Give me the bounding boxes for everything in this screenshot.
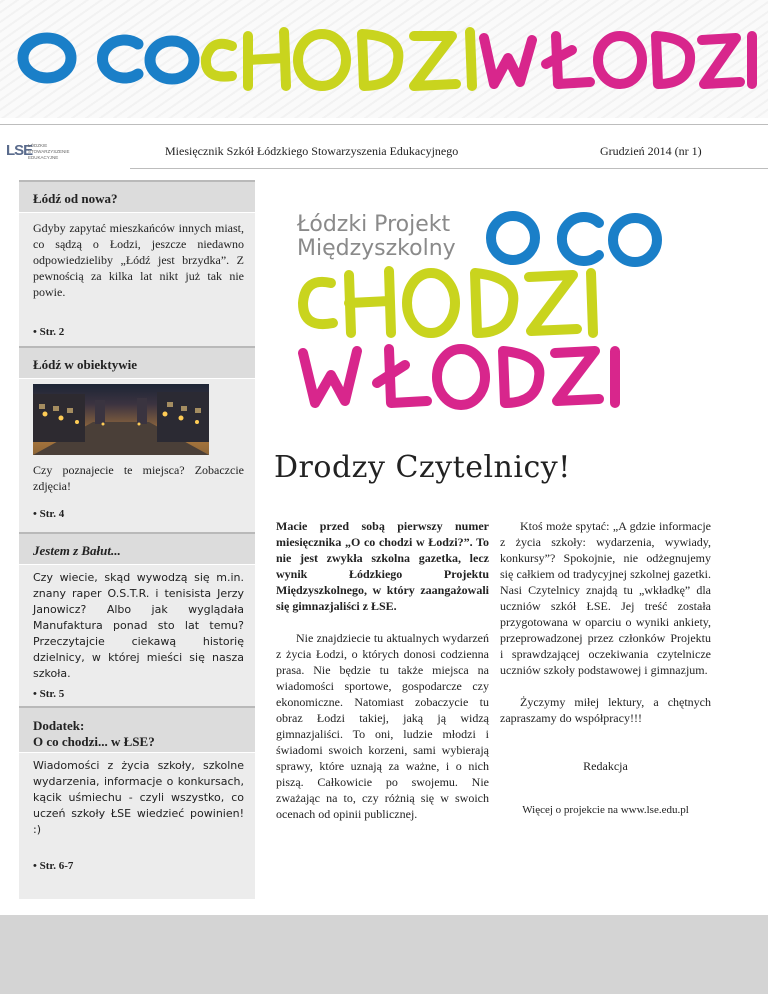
newsletter-subtitle: Miesięcznik Szkół Łódzkiego Stowarzyszenia Edukacyjnego bbox=[165, 144, 459, 158]
sidebar-section-1-page[interactable]: • Str. 2 bbox=[33, 326, 65, 338]
lse-logo-mark: LSE bbox=[6, 142, 33, 159]
sidebar-section-3-text: Czy wiecie, skąd wywodzą się m.in. znany raper O.S.T.R. i tenisista Jerzy Janowicz? Albo jak wyglądała Manufaktura ponad sto lat temu? Przeczytajcie ciekawą historię dzielnicy, w której mieści się nasza szkoła. bbox=[33, 571, 244, 680]
lse-logo bbox=[6, 142, 70, 166]
footer-band bbox=[0, 915, 768, 994]
masthead bbox=[0, 0, 768, 118]
article-column-right bbox=[500, 518, 711, 818]
title-w-lodzi bbox=[484, 36, 752, 84]
subtitle-rule bbox=[130, 168, 768, 169]
lse-logo-text: ŁÓDZKIE STOWARZYSZENIE EDUKACYJNE bbox=[28, 143, 70, 160]
article-column-left bbox=[276, 518, 489, 822]
article-signature: Redakcja bbox=[583, 759, 628, 773]
project-logo-art bbox=[285, 205, 675, 415]
sidebar-section-2-text: Czy poznajecie te miejsca? Zobaczcie zdjęcia! bbox=[33, 463, 244, 493]
project-website-link[interactable]: Więcej o projekcie na www.lse.edu.pl bbox=[522, 804, 689, 816]
sidebar-section-1-text: Gdyby zapytać mieszkańców innych miast, co sądzą o Łodzi, jeszcze niedawno odpowiedzieliby „Łódź jest brzydka”. Z pewnością za kilka lat nikt już tak nie powie. bbox=[33, 221, 244, 299]
sidebar-section-4-text: Wiadomości z życia szkoły, szkolne wydarzenia, informacje o konkursach, kącik uśmiechu - czyli wszystko, co uczeń szkoły ŁSE wiedzieć powinien! :) bbox=[33, 759, 244, 836]
sidebar-section-1-header bbox=[19, 180, 255, 213]
sidebar-section-4-header bbox=[19, 706, 255, 753]
project-logo-line1: Łódzki Projekt bbox=[297, 212, 451, 237]
masthead-rule bbox=[0, 124, 768, 125]
lodz-street-photo bbox=[33, 384, 209, 455]
article-paragraph-4: Życzymy miłej lektury, a chętnych zapraszamy do współpracy!!! bbox=[500, 695, 711, 725]
sidebar-section-3-page[interactable]: • Str. 5 bbox=[33, 688, 65, 700]
article-headline: Drodzy Czytelnicy! bbox=[274, 450, 571, 485]
issue-date: Grudzień 2014 (nr 1) bbox=[600, 144, 702, 158]
project-logo-o-co bbox=[491, 216, 657, 262]
sidebar-section-2-header bbox=[19, 346, 255, 379]
sidebar-section-3-header bbox=[19, 532, 255, 565]
article-paragraph-2: Nie znajdziecie tu aktualnych wydarzeń z życia Łodzi, o których donosi codzienna prasa. Nie będzie tu także miejsca na wiadomości sportowe, gospodarcze czy ekonomiczne. Natomiast zobaczycie tu obraz Łodzi takiej, jaką ją widzą gimnazjaliści. To oni, ludzie młodzi i świadomi swoich korzeni, sami wybierają sprawy, które uznają za ważne, i o nich piszą. Całkowicie po swojemu. Nie zważając na to, czy różnią się w swoich ocenach od opinii publicznej. bbox=[276, 631, 489, 821]
sidebar-section-2-title: Łódź w obiektywie bbox=[33, 357, 137, 372]
sidebar-section-4-title-line1: Dodatek: bbox=[33, 718, 85, 733]
sidebar-section-4-page[interactable]: • Str. 6-7 bbox=[33, 860, 74, 872]
sidebar-section-2-page[interactable]: • Str. 4 bbox=[33, 508, 65, 520]
sidebar-section-1-title: Łódź od nowa? bbox=[33, 191, 118, 206]
article-lead: Macie przed sobą pierwszy numer miesięcznika „O co chodzi w Łodzi?”. To nie jest zwykła szkolna gazetka, lecz wynik Łódzkiego Projektu Międzyszkolnego, w który zaangażowali się gimnazjaliści z ŁSE. bbox=[276, 519, 489, 613]
sidebar-section-3-title: Jestem z Bałut... bbox=[33, 543, 121, 558]
masthead-title-art bbox=[0, 0, 768, 118]
article-paragraph-3: Ktoś może spytać: „A gdzie informacje z życia szkoły: wydarzenia, wywiady, konkursy”? Spokojnie, nie odżegnujemy się całkiem od tradycyjnej szkolnej gazetki. Nasi Czytelnicy znajdą tu „wkładkę” dla uczniów szkół ŁSE. Jej treść została przygotowana w oparciu o wyniki ankiety, przeprowadzonej przez członków Projektu i sprawdzającej oczekiwania czytelnicze uczniów szkoły podstawowej i gimnazjum. bbox=[500, 519, 711, 677]
title-chodzi bbox=[206, 32, 472, 86]
sidebar-section-4-title-line2: O co chodzi... w ŁSE? bbox=[33, 734, 155, 749]
lodz-street-photo-art bbox=[33, 384, 209, 455]
project-logo-line2: Międzyszkolny bbox=[297, 236, 456, 261]
project-logo-chodzi bbox=[303, 271, 593, 333]
project-logo-w-lodzi bbox=[303, 349, 615, 405]
title-o-co bbox=[23, 38, 194, 79]
